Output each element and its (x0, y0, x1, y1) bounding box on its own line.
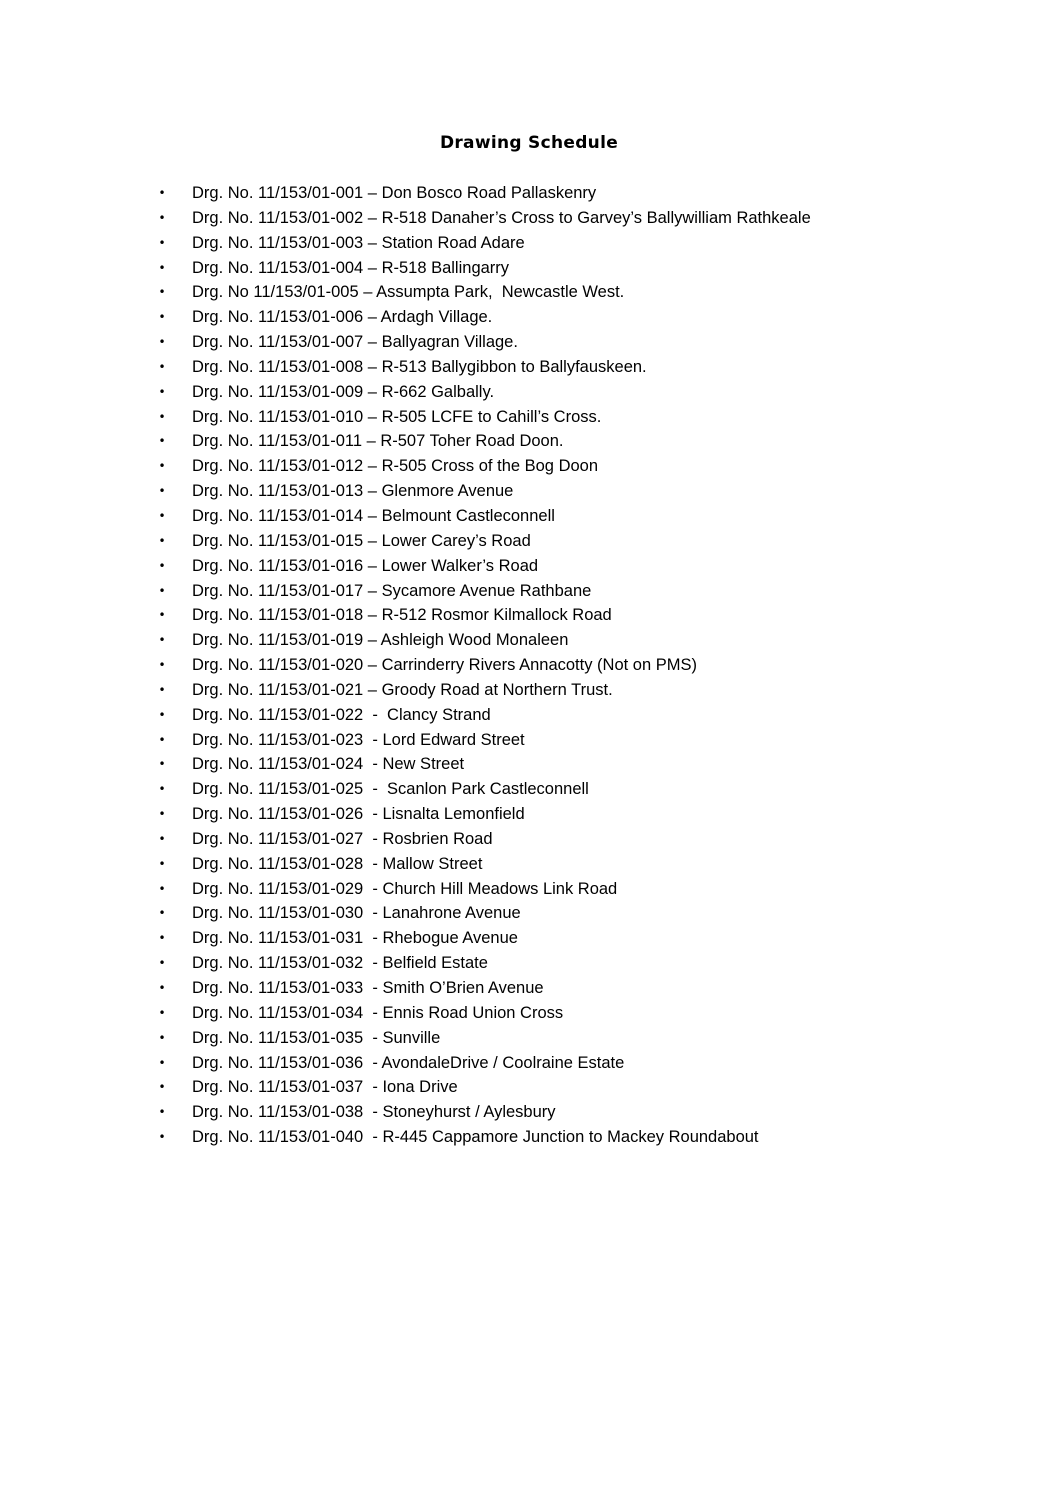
schedule-item (0, 280, 1058, 305)
bullet-icon: • (158, 633, 166, 648)
bullet-icon: • (158, 210, 166, 225)
document-title: Drawing Schedule (439, 133, 619, 153)
schedule-item (0, 728, 1058, 753)
schedule-item (0, 181, 1058, 206)
bullet-icon: • (158, 658, 166, 673)
bullet-icon: • (158, 881, 166, 896)
bullet-icon: • (158, 1130, 166, 1145)
schedule-item-text: Drg. No. 11/153/01-040 - R-445 Cappamore Junction to Mackey Roundabout (192, 1128, 759, 1147)
schedule-item (0, 405, 1058, 430)
schedule-item-text: Drg. No. 11/153/01-013 – Glenmore Avenue (192, 482, 514, 501)
schedule-item (0, 330, 1058, 355)
schedule-item (0, 380, 1058, 405)
schedule-item (0, 901, 1058, 926)
schedule-item (0, 653, 1058, 678)
schedule-item-text: Drg. No. 11/153/01-022 - Clancy Strand (192, 705, 491, 724)
bullet-icon: • (158, 1005, 166, 1020)
bullet-icon: • (158, 682, 166, 697)
schedule-item (0, 628, 1058, 653)
schedule-item-text: Drg. No. 11/153/01-011 – R-507 Toher Road Doon. (192, 432, 564, 451)
schedule-item-text: Drg. No. 11/153/01-009 – R-662 Galbally. (192, 382, 495, 401)
schedule-item (0, 852, 1058, 877)
bullet-icon: • (158, 508, 166, 523)
schedule-item-text: Drg. No. 11/153/01-017 – Sycamore Avenue Rathbane (192, 581, 592, 600)
schedule-item (0, 256, 1058, 281)
schedule-item-text: Drg. No. 11/153/01-021 – Groody Road at Northern Trust. (192, 680, 613, 699)
schedule-item (0, 504, 1058, 529)
schedule-item (0, 1001, 1058, 1026)
schedule-item-text: Drg. No. 11/153/01-012 – R-505 Cross of the Bog Doon (192, 457, 599, 476)
schedule-item-text: Drg. No. 11/153/01-029 - Church Hill Meadows Link Road (192, 879, 618, 898)
schedule-item-text: Drg. No. 11/153/01-020 – Carrinderry Rivers Annacotty (Not on PMS) (192, 656, 697, 675)
schedule-item (0, 529, 1058, 554)
bullet-icon: • (158, 285, 166, 300)
bullet-icon: • (158, 782, 166, 797)
bullet-icon: • (158, 434, 166, 449)
schedule-item-text: Drg. No. 11/153/01-037 - Iona Drive (192, 1078, 458, 1097)
schedule-item (0, 579, 1058, 604)
schedule-item-text: Drg. No. 11/153/01-030 - Lanahrone Avenue (192, 904, 521, 923)
schedule-item-text: Drg. No. 11/153/01-018 – R-512 Rosmor Kilmallock Road (192, 606, 612, 625)
schedule-item-text: Drg. No. 11/153/01-006 – Ardagh Village. (192, 308, 493, 327)
schedule-item-text: Drg. No. 11/153/01-025 - Scanlon Park Castleconnell (192, 780, 589, 799)
schedule-item-text: Drg. No. 11/153/01-033 - Smith O’Brien Avenue (192, 979, 544, 997)
bullet-icon: • (158, 558, 166, 573)
bullet-icon: • (158, 831, 166, 846)
bullet-icon: • (158, 359, 166, 374)
bullet-icon: • (158, 732, 166, 747)
schedule-item-text: Drg. No. 11/153/01-015 – Lower Carey’s Road (192, 531, 531, 550)
bullet-icon: • (158, 335, 166, 350)
schedule-item (0, 1075, 1058, 1100)
schedule-item (0, 231, 1058, 256)
schedule-item (0, 951, 1058, 976)
schedule-item (0, 429, 1058, 454)
schedule-item-text: Drg. No 11/153/01-005 – Assumpta Park, Newcastle West. (192, 283, 625, 302)
schedule-item-text: Drg. No. 11/153/01-026 - Lisnalta Lemonfield (192, 805, 525, 824)
bullet-icon: • (158, 906, 166, 921)
schedule-item (0, 827, 1058, 852)
bullet-icon: • (158, 260, 166, 275)
schedule-item-text: Drg. No. 11/153/01-036 - AvondaleDrive / Coolraine Estate (192, 1053, 625, 1072)
schedule-item-text: Drg. No. 11/153/01-014 – Belmount Castleconnell (192, 506, 555, 525)
schedule-item-text: Drg. No. 11/153/01-010 – R-505 LCFE to Cahill’s Cross. (192, 407, 602, 426)
schedule-item-text: Drg. No. 11/153/01-002 – R-518 Danaher’s Cross to Garvey’s Ballywilliam Rathkeale (192, 208, 811, 227)
bullet-icon: • (158, 583, 166, 598)
bullet-icon: • (158, 931, 166, 946)
schedule-item (0, 206, 1058, 231)
schedule-item-text: Drg. No. 11/153/01-008 – R-513 Ballygibbon to Ballyfauskeen. (192, 357, 647, 376)
schedule-item (0, 1125, 1058, 1150)
schedule-item-text: Drg. No. 11/153/01-038 - Stoneyhurst / Aylesbury (192, 1103, 556, 1122)
bullet-icon: • (158, 384, 166, 399)
schedule-item-text: Drg. No. 11/153/01-024 - New Street (192, 755, 465, 774)
schedule-item (0, 802, 1058, 827)
bullet-icon: • (158, 981, 166, 995)
schedule-item (0, 1100, 1058, 1125)
bullet-icon: • (158, 484, 166, 499)
bullet-icon: • (158, 186, 166, 200)
schedule-item-text: Drg. No. 11/153/01-004 – R-518 Ballingarry (192, 258, 510, 277)
schedule-item (0, 479, 1058, 504)
schedule-item (0, 752, 1058, 777)
schedule-item-text: Drg. No. 11/153/01-034 - Ennis Road Union Cross (192, 1003, 564, 1022)
bullet-icon: • (158, 1030, 166, 1045)
schedule-item (0, 355, 1058, 380)
bullet-icon: • (158, 956, 166, 971)
bullet-icon: • (158, 757, 166, 772)
schedule-item (0, 305, 1058, 330)
bullet-icon: • (158, 807, 166, 822)
schedule-item-text: Drg. No. 11/153/01-001 – Don Bosco Road Pallaskenry (192, 184, 597, 202)
schedule-item-text: Drg. No. 11/153/01-035 - Sunville (192, 1028, 441, 1047)
schedule-item (0, 976, 1058, 1001)
schedule-item-text: Drg. No. 11/153/01-016 – Lower Walker’s Road (192, 556, 539, 575)
bullet-icon: • (158, 310, 166, 325)
schedule-item (0, 926, 1058, 951)
schedule-item-text: Drg. No. 11/153/01-027 - Rosbrien Road (192, 829, 493, 848)
schedule-item-text: Drg. No. 11/153/01-031 - Rhebogue Avenue (192, 929, 518, 948)
schedule-item (0, 877, 1058, 902)
schedule-item-text: Drg. No. 11/153/01-007 – Ballyagran Village. (192, 333, 518, 352)
bullet-icon: • (158, 856, 166, 871)
bullet-icon: • (158, 533, 166, 548)
schedule-item (0, 678, 1058, 703)
schedule-item (0, 1051, 1058, 1076)
schedule-item-text: Drg. No. 11/153/01-032 - Belfield Estate (192, 954, 488, 973)
schedule-item (0, 554, 1058, 579)
schedule-item (0, 454, 1058, 479)
schedule-item (0, 777, 1058, 802)
bullet-icon: • (158, 1105, 166, 1120)
bullet-icon: • (158, 409, 166, 424)
bullet-icon: • (158, 235, 166, 250)
schedule-item-text: Drg. No. 11/153/01-003 – Station Road Adare (192, 233, 525, 252)
drawing-schedule-list (0, 181, 1058, 1150)
bullet-icon: • (158, 1080, 166, 1095)
schedule-item-text: Drg. No. 11/153/01-023 - Lord Edward Street (192, 730, 525, 749)
schedule-item-text: Drg. No. 11/153/01-028 - Mallow Street (192, 854, 483, 873)
schedule-item (0, 603, 1058, 628)
bullet-icon: • (158, 1055, 166, 1070)
bullet-icon: • (158, 608, 166, 623)
schedule-item (0, 703, 1058, 728)
schedule-item-text: Drg. No. 11/153/01-019 – Ashleigh Wood Monaleen (192, 631, 569, 650)
schedule-item (0, 1026, 1058, 1051)
bullet-icon: • (158, 707, 166, 722)
bullet-icon: • (158, 459, 166, 474)
